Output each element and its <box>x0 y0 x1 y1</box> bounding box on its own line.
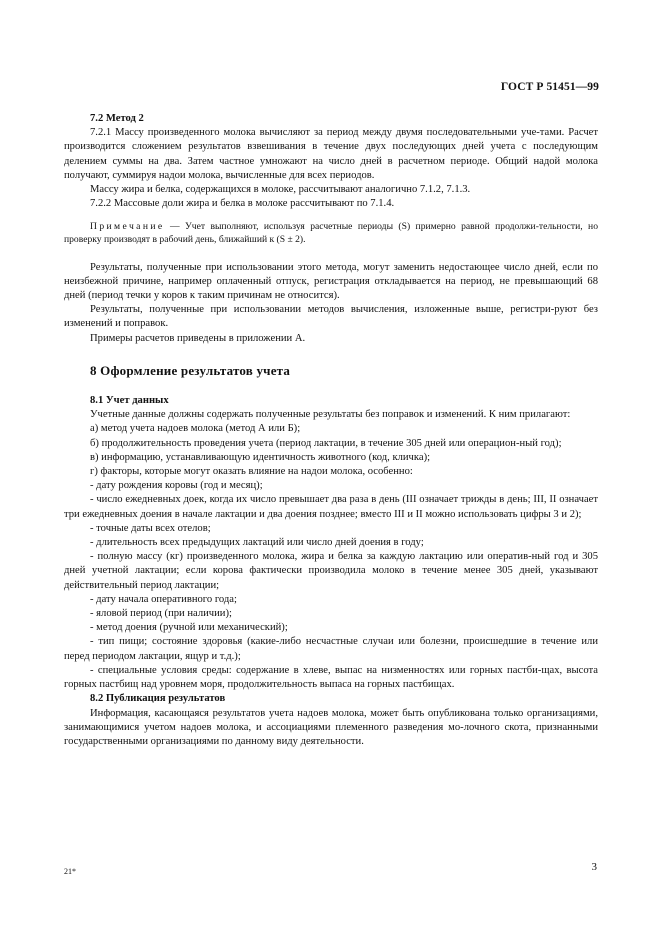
paragraph: Массу жира и белка, содержащихся в молоке, рассчитывают аналогично 7.1.2, 7.1.3. <box>90 184 471 196</box>
list-item: - полную массу (кг) произведенного молока, жира и белка за каждую лактацию или оператив-ный год и 305 дней учетной лактации; если корова фактически производила молоко в течение менее 305 дней, указывают действительный период лактации; <box>64 551 598 591</box>
list-item: - число ежедневных доек, когда их число превышает два раза в день (III означает трижды в день; III, II означает три ежедневных доения в начале лактации и два доения позднее; вместо III и II можно использовать цифры 3 и 2); <box>64 494 598 520</box>
page-content <box>64 112 598 749</box>
list-item: - специальные условия среды: содержание в хлеве, выпас на низменностях или горных пастби-щах, высота горных пастбищ над уровнем моря, продолжительность выпаса на горных пастбищах. <box>64 664 598 691</box>
list-item: г) факторы, которые могут оказать влияние на надои молока, особенно: <box>90 466 413 478</box>
section-8-2-heading: 8.2 Публикация результатов <box>90 693 226 705</box>
list-item: - дату рождения коровы (год и месяц); <box>90 480 263 492</box>
sheet-mark: 21* <box>64 867 76 876</box>
list-item: в) информацию, устанавливающую идентичность животного (код, кличка); <box>90 451 431 463</box>
list-item: - тип пищи; состояние здоровья (какие-либо несчастные случаи или болезни, происшедшие в течение или перед периодом лактации, ящур и т.д.); <box>64 636 598 662</box>
list-item: - длительность всех предыдущих лактаций или число дней доения в году; <box>90 537 424 549</box>
note-label: Примечание <box>90 221 165 233</box>
section-7-2-heading: 7.2 Метод 2 <box>90 113 144 124</box>
paragraph: Примеры расчетов приведены в приложении А. <box>90 332 306 344</box>
paragraph: Результаты, полученные при использовании методов вычисления, изложенные выше, регистри-руют без изменений и поправок. <box>64 304 598 330</box>
paragraph: Информация, касающаяся результатов учета надоев молока, может быть опубликована только организациями, занимающимися учетом надоев молока, и ассоциациями племенного разведения мо-лочного скота, признанными государственными организациями по данному виду деятельности. <box>64 707 598 747</box>
section-8-heading: 8 Оформление результатов учета <box>90 362 291 378</box>
list-item: а) метод учета надоев молока (метод А или Б); <box>90 423 301 435</box>
paragraph: 7.2.1 Массу произведенного молока вычисляют за период между двумя последовательными уче-тами. Расчет производится сложением результатов взвешивания в течение двух последующих дней учета с последующим делением суммы на два. Затем частное умножают на число дней в расчетном периоде. Общий надой молока получают, суммируя надои молока, вычисленные для всех периодов. <box>64 127 598 181</box>
paragraph: 7.2.2 Массовые доли жира и белка в молоке рассчитывают по 7.1.4. <box>90 198 395 210</box>
document-id: ГОСТ Р 51451—99 <box>500 81 599 93</box>
list-item: - метод доения (ручной или механический); <box>90 622 288 634</box>
paragraph: Результаты, полученные при использовании этого метода, могут заменить недостающее число дней, если по неизбежной причине, например оплаченный отпуск, регистрация откладывается на период, не превышающий 68 дней (период течки у коров к таким причинам не относится). <box>64 261 598 302</box>
section-8-1-heading: 8.1 Учет данных <box>90 395 169 407</box>
list-item: - дату начала оперативного года; <box>90 593 237 605</box>
note <box>64 221 598 246</box>
paragraph: Учетные данные должны содержать полученные результаты без поправок и изменений. К ним прилагают: <box>90 409 571 421</box>
spacer <box>64 247 598 261</box>
list-item: б) продолжительность проведения учета (период лактации, в течение 305 дней или операцион-ный год); <box>90 437 562 449</box>
list-item: - яловой период (при наличии); <box>90 608 232 620</box>
note-text: — Учет выполняют, используя расчетные периоды (S) примерно равной продолжи-тельности, но проверку производят в рабочий день, ближайший к (S ± 2). <box>64 221 598 246</box>
page-number: 3 <box>591 861 597 873</box>
list-item: - точные даты всех отелов; <box>90 522 211 534</box>
